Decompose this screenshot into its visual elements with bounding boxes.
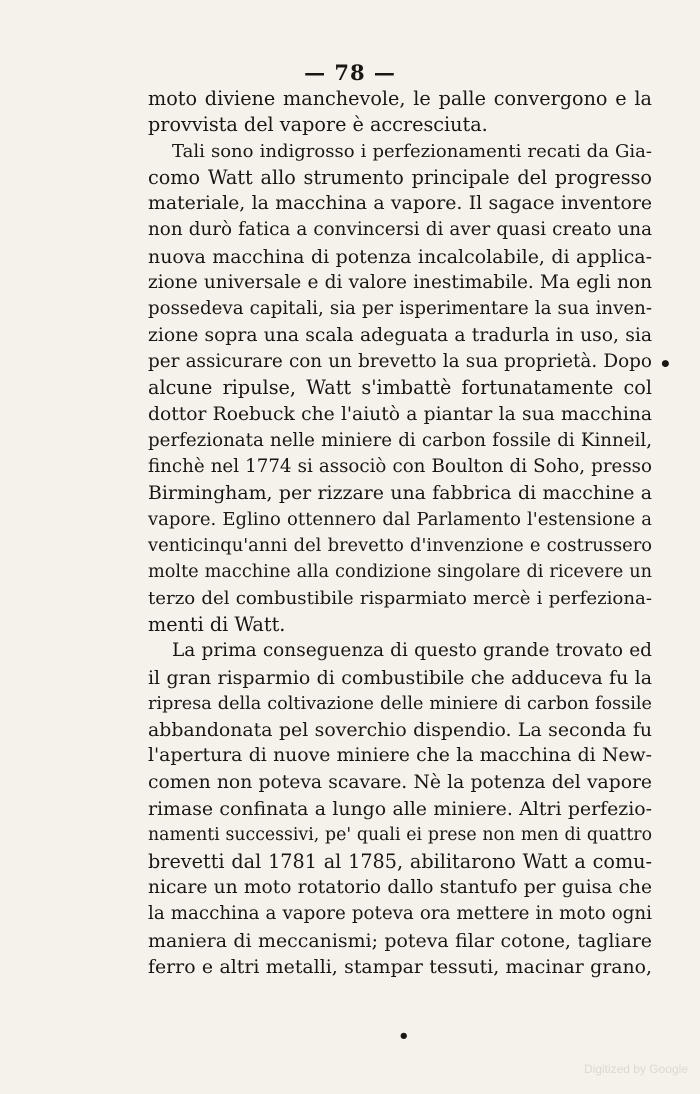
text-line: dottor Roebuck che l'aiutò a piantar la sua macchina [148, 403, 652, 425]
text-line: Birmingham, per rizzare una fabbrica di macchine a [148, 482, 652, 505]
signature-mark: • [398, 1026, 410, 1047]
text-line: terzo del combustibile risparmiato mercè i perfeziona- [148, 587, 652, 609]
text-line: l'apertura di nuove miniere che la macchina di New- [148, 745, 652, 767]
page-number: — 78 — [304, 60, 396, 85]
text-line: finchè nel 1774 si associò con Boulton di Soho, presso [148, 456, 652, 478]
text-line: per assicurare con un brevetto la sua proprietà. Dopo [148, 350, 652, 372]
text-line: maniera di meccanismi; poteva filar cotone, tagliare [148, 929, 652, 952]
text-line: perfezionata nelle miniere di carbon fossile di Kinneil, [148, 429, 652, 451]
text-line: abbandonata pel soverchio dispendio. La seconda fu [148, 719, 652, 742]
text-line: Tali sono indigrosso i perfezionamenti recati da Gia- [172, 140, 652, 162]
text-line: il gran risparmio di combustibile che adduceva fu la [148, 666, 652, 689]
text-line: provvista del vapore è accresciuta. [148, 113, 488, 137]
text-line: rimase confinata a lungo alle miniere. Altri perfezio- [148, 798, 652, 821]
text-line: brevetti dal 1781 al 1785, abilitarono Watt a comu- [148, 849, 652, 873]
text-line: molte macchine alla condizione singolare di ricevere un [148, 562, 652, 583]
digitization-watermark: Digitized by Google [583, 1062, 688, 1076]
text-line: alcune ripulse, Watt s'imbattè fortunatamente col [148, 376, 652, 400]
text-line: como Watt allo strumento principale del progresso [148, 165, 652, 189]
text-line: La prima conseguenza di questo grande trovato ed [172, 640, 652, 662]
text-line: zione universale e di valore inestimabile. Ma egli non [148, 272, 652, 294]
margin-mark: • [659, 352, 672, 376]
text-line: la macchina a vapore poteva ora mettere in moto ogni [148, 903, 652, 925]
text-line: ripresa della coltivazione delle miniere di carbon fossile [148, 693, 652, 714]
text-line: possedeva capitali, sia per isperimentare la sua inven- [148, 298, 652, 320]
text-line: nicare un moto rotatorio dallo stantufo per guisa che [148, 876, 652, 898]
text-line: vapore. Eglino ottennero dal Parlamento l'estensione a [148, 508, 652, 530]
text-line: non durò fatica a convincersi di aver quasi creato una [148, 219, 652, 241]
text-line: zione sopra una scala adeguata a tradurla in uso, sia [148, 324, 652, 346]
body-text [148, 86, 652, 980]
text-line: ferro e altri metalli, stampar tessuti, macinar grano, [148, 955, 652, 978]
text-line: venticinqu'anni del brevetto d'invenzione e costrussero [148, 535, 652, 557]
text-line: nuova macchina di potenza incalcolabile, di applica- [148, 245, 652, 268]
text-line: menti di Watt. [148, 612, 286, 636]
text-line: moto diviene manchevole, le palle convergono e la [148, 87, 652, 110]
text-line: materiale, la macchina a vapore. Il sagace inventore [148, 193, 652, 215]
text-line: namenti successivi, pe' quali ei prese non men di quattro [148, 825, 652, 846]
text-line: comen non poteva scavare. Nè la potenza del vapore [148, 771, 652, 793]
